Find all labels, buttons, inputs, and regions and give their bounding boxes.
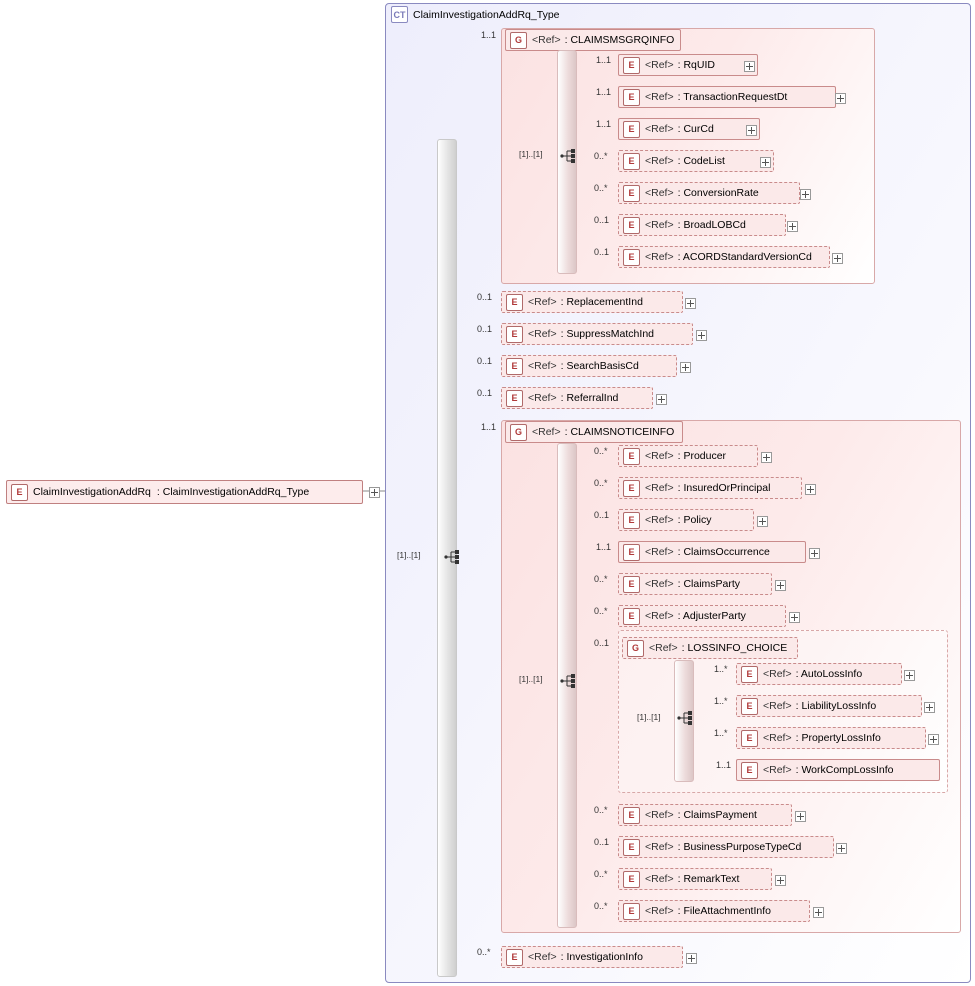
element-box-remarktext[interactable] (618, 868, 772, 890)
element-box-transactionrequestdt[interactable] (618, 86, 836, 108)
element-icon: E (623, 608, 640, 625)
expand-icon[interactable] (813, 907, 824, 918)
expand-icon[interactable] (795, 811, 806, 822)
element-icon: E (741, 698, 758, 715)
element-ref-label: <Ref> (645, 809, 674, 821)
element-name: : CodeList (677, 155, 725, 167)
cardinality-label: 0..* (594, 574, 608, 584)
element-icon: E (741, 762, 758, 779)
element-box-broadlobcd[interactable] (618, 214, 786, 236)
element-icon: E (623, 576, 640, 593)
sequence-icon (444, 549, 460, 565)
element-icon: E (623, 544, 640, 561)
expand-icon[interactable] (761, 452, 772, 463)
element-box-producer[interactable] (618, 445, 758, 467)
element-box-claimsparty[interactable] (618, 573, 772, 595)
group-icon: G (510, 424, 527, 441)
cardinality-label: 0..1 (477, 356, 493, 366)
group-icon: G (627, 640, 644, 657)
element-name: : FileAttachmentInfo (677, 905, 771, 917)
element-ref-label: <Ref> (763, 764, 792, 776)
cardinality-label: 1..* (714, 696, 728, 706)
expand-icon[interactable] (757, 516, 768, 527)
element-box-referralind[interactable] (501, 387, 653, 409)
element-ref-label: <Ref> (645, 482, 674, 494)
element-ref-label: <Ref> (645, 251, 674, 263)
group-box-claimsmsgrqinfo[interactable] (505, 29, 681, 51)
expand-icon[interactable] (775, 580, 786, 591)
element-icon: E (741, 666, 758, 683)
element-name: : ConversionRate (677, 187, 759, 199)
cardinality-label: 1..1 (716, 760, 732, 770)
cardinality-label: 0..1 (594, 247, 610, 257)
element-name: : BusinessPurposeTypeCd (677, 841, 802, 853)
expand-icon[interactable] (928, 734, 939, 745)
expand-icon[interactable] (809, 548, 820, 559)
element-box-fileattachmentinfo[interactable] (618, 900, 810, 922)
cardinality-label: 0..* (594, 606, 608, 616)
element-name: : Policy (677, 514, 712, 526)
cardinality-label: 0..1 (594, 215, 610, 225)
expand-icon[interactable] (686, 953, 697, 964)
element-box-workcomplossinfo[interactable] (736, 759, 940, 781)
element-ref-label: <Ref> (645, 514, 674, 526)
element-icon: E (11, 484, 28, 501)
element-ref-label: <Ref> (645, 187, 674, 199)
cardinality-label: 1..1 (596, 542, 612, 552)
element-name: : RemarkText (677, 873, 740, 885)
element-ref-label: <Ref> (528, 392, 557, 404)
cardinality-label: 1..1 (596, 55, 612, 65)
element-icon: E (623, 839, 640, 856)
element-ref-label: <Ref> (645, 123, 674, 135)
expand-icon[interactable] (775, 875, 786, 886)
expand-icon[interactable] (836, 843, 847, 854)
expand-icon[interactable] (924, 702, 935, 713)
cardinality-label: 0..* (594, 183, 608, 193)
element-box-investigationinfo[interactable] (501, 946, 683, 968)
element-ref-label: <Ref> (528, 296, 557, 308)
root-element-box[interactable] (6, 480, 363, 504)
complextype-icon: CT (391, 6, 408, 23)
element-name: : AdjusterParty (677, 610, 746, 622)
element-ref-label: <Ref> (763, 700, 792, 712)
element-name: : LiabilityLossInfo (795, 700, 877, 712)
element-box-claimspayment[interactable] (618, 804, 792, 826)
element-name: : AutoLossInfo (795, 668, 863, 680)
group-icon: G (510, 32, 527, 49)
element-icon: E (506, 390, 523, 407)
root-element-name: ClaimInvestigationAddRq (33, 486, 151, 498)
element-ref-label: <Ref> (528, 951, 557, 963)
element-box-liabilitylossinfo[interactable] (736, 695, 922, 717)
element-icon: E (623, 871, 640, 888)
group-name: : CLAIMSMSGRQINFO (564, 34, 675, 46)
element-name: : ClaimsPayment (677, 809, 757, 821)
cardinality-label: 1..1 (596, 119, 612, 129)
cardinality-label: 1..1 (481, 30, 497, 40)
element-icon: E (741, 730, 758, 747)
element-box-adjusterparty[interactable] (618, 605, 786, 627)
group-ref-label: <Ref> (532, 426, 561, 438)
element-icon: E (623, 89, 640, 106)
element-box-codelist[interactable] (618, 150, 774, 172)
element-icon: E (623, 121, 640, 138)
element-box-conversionrate[interactable] (618, 182, 800, 204)
element-box-businesspurposetypecd[interactable] (618, 836, 834, 858)
expand-icon[interactable] (760, 157, 771, 168)
element-name: : ClaimsParty (677, 578, 741, 590)
element-ref-label: <Ref> (528, 360, 557, 372)
cardinality-label: 1..* (714, 664, 728, 674)
element-ref-label: <Ref> (645, 873, 674, 885)
element-ref-label: <Ref> (645, 841, 674, 853)
expand-icon[interactable] (835, 93, 846, 104)
element-name: : Producer (677, 450, 727, 462)
cardinality-label: 0..* (594, 805, 608, 815)
element-ref-label: <Ref> (645, 219, 674, 231)
element-box-propertylossinfo[interactable] (736, 727, 926, 749)
cardinality-label: 0..* (594, 901, 608, 911)
group-ref-label: <Ref> (532, 34, 561, 46)
element-name: : RqUID (677, 59, 715, 71)
expand-icon[interactable] (680, 362, 691, 373)
cardinality-label: 1..1 (596, 87, 612, 97)
expand-icon[interactable] (656, 394, 667, 405)
cardinality-label: 0..1 (594, 837, 610, 847)
element-name: : InvestigationInfo (560, 951, 643, 963)
element-box-policy[interactable] (618, 509, 754, 531)
expand-icon[interactable] (696, 330, 707, 341)
element-icon: E (623, 185, 640, 202)
expand-icon[interactable] (904, 670, 915, 681)
expand-icon[interactable] (685, 298, 696, 309)
expand-icon[interactable] (789, 612, 800, 623)
cardinality-label: 0..* (594, 446, 608, 456)
element-name: : InsuredOrPrincipal (677, 482, 771, 494)
element-ref-label: <Ref> (645, 450, 674, 462)
root-expand-icon[interactable] (369, 487, 380, 498)
element-name: : SearchBasisCd (560, 360, 639, 372)
cardinality-label: 1..1 (481, 422, 497, 432)
element-icon: E (623, 448, 640, 465)
element-icon: E (623, 480, 640, 497)
element-name: : WorkCompLossInfo (795, 764, 894, 776)
cardinality-label: 0..* (594, 478, 608, 488)
cardinality-label: 0..1 (477, 324, 493, 334)
element-box-rquid[interactable] (618, 54, 758, 76)
element-name: : ACORDStandardVersionCd (677, 251, 812, 263)
sequence-icon (677, 710, 693, 726)
cardinality-label: 0..* (594, 869, 608, 879)
group-sequence-label-2: [1]..[1] (519, 674, 543, 684)
element-icon: E (623, 249, 640, 266)
element-ref-label: <Ref> (645, 578, 674, 590)
element-icon: E (506, 294, 523, 311)
group-sequence-label-3: [1]..[1] (637, 712, 661, 722)
element-name: : ClaimsOccurrence (677, 546, 770, 558)
element-ref-label: <Ref> (645, 91, 674, 103)
element-ref-label: <Ref> (645, 610, 674, 622)
element-ref-label: <Ref> (763, 668, 792, 680)
element-ref-label: <Ref> (763, 732, 792, 744)
expand-icon[interactable] (805, 484, 816, 495)
complextype-header (391, 6, 560, 23)
element-icon: E (623, 512, 640, 529)
element-ref-label: <Ref> (645, 546, 674, 558)
element-icon: E (506, 326, 523, 343)
element-box-searchbasiscd[interactable] (501, 355, 677, 377)
element-name: : BroadLOBCd (677, 219, 746, 231)
element-box-autolossinfo[interactable] (736, 663, 902, 685)
element-name: : SuppressMatchInd (560, 328, 654, 340)
root-element-type: : ClaimInvestigationAddRq_Type (156, 486, 310, 498)
cardinality-label: 0..1 (594, 638, 610, 648)
expand-icon[interactable] (832, 253, 843, 264)
element-name: : PropertyLossInfo (795, 732, 881, 744)
cardinality-label: 0..* (594, 151, 608, 161)
element-box-insuredorprincipal[interactable] (618, 477, 802, 499)
group-ref-label: <Ref> (649, 642, 678, 654)
complextype-title: ClaimInvestigationAddRq_Type (413, 8, 560, 21)
cardinality-label: 0..1 (594, 510, 610, 520)
element-ref-label: <Ref> (645, 155, 674, 167)
group-box-claimsnoticeinfo[interactable] (505, 421, 683, 443)
element-box-acordstandardversioncd[interactable] (618, 246, 830, 268)
element-ref-label: <Ref> (645, 59, 674, 71)
element-icon: E (506, 358, 523, 375)
element-icon: E (623, 807, 640, 824)
expand-icon[interactable] (800, 189, 811, 200)
element-box-curcd[interactable] (618, 118, 760, 140)
cardinality-label: 1..* (714, 728, 728, 738)
element-box-claimsoccurrence[interactable] (618, 541, 806, 563)
element-icon: E (623, 153, 640, 170)
expand-icon[interactable] (744, 61, 755, 72)
group-box-lossinfo-choice[interactable] (622, 637, 798, 659)
element-ref-label: <Ref> (645, 905, 674, 917)
element-name: : CurCd (677, 123, 714, 135)
element-icon: E (623, 57, 640, 74)
cardinality-label: 0..* (477, 947, 491, 957)
element-name: : ReferralInd (560, 392, 619, 404)
element-box-suppressmatchind[interactable] (501, 323, 693, 345)
expand-icon[interactable] (787, 221, 798, 232)
element-icon: E (623, 903, 640, 920)
sequence-icon (560, 148, 576, 164)
element-name: : TransactionRequestDt (677, 91, 788, 103)
group-name: : LOSSINFO_CHOICE (681, 642, 788, 654)
group-sequence-label-1: [1]..[1] (519, 149, 543, 159)
cardinality-label: 0..1 (477, 388, 493, 398)
element-name: : ReplacementInd (560, 296, 643, 308)
element-ref-label: <Ref> (528, 328, 557, 340)
group-name: : CLAIMSNOTICEINFO (564, 426, 675, 438)
element-box-replacementind[interactable] (501, 291, 683, 313)
cardinality-label: 0..1 (477, 292, 493, 302)
element-icon: E (506, 949, 523, 966)
expand-icon[interactable] (746, 125, 757, 136)
sequence-icon (560, 673, 576, 689)
element-icon: E (623, 217, 640, 234)
main-sequence-label: [1]..[1] (397, 550, 421, 560)
